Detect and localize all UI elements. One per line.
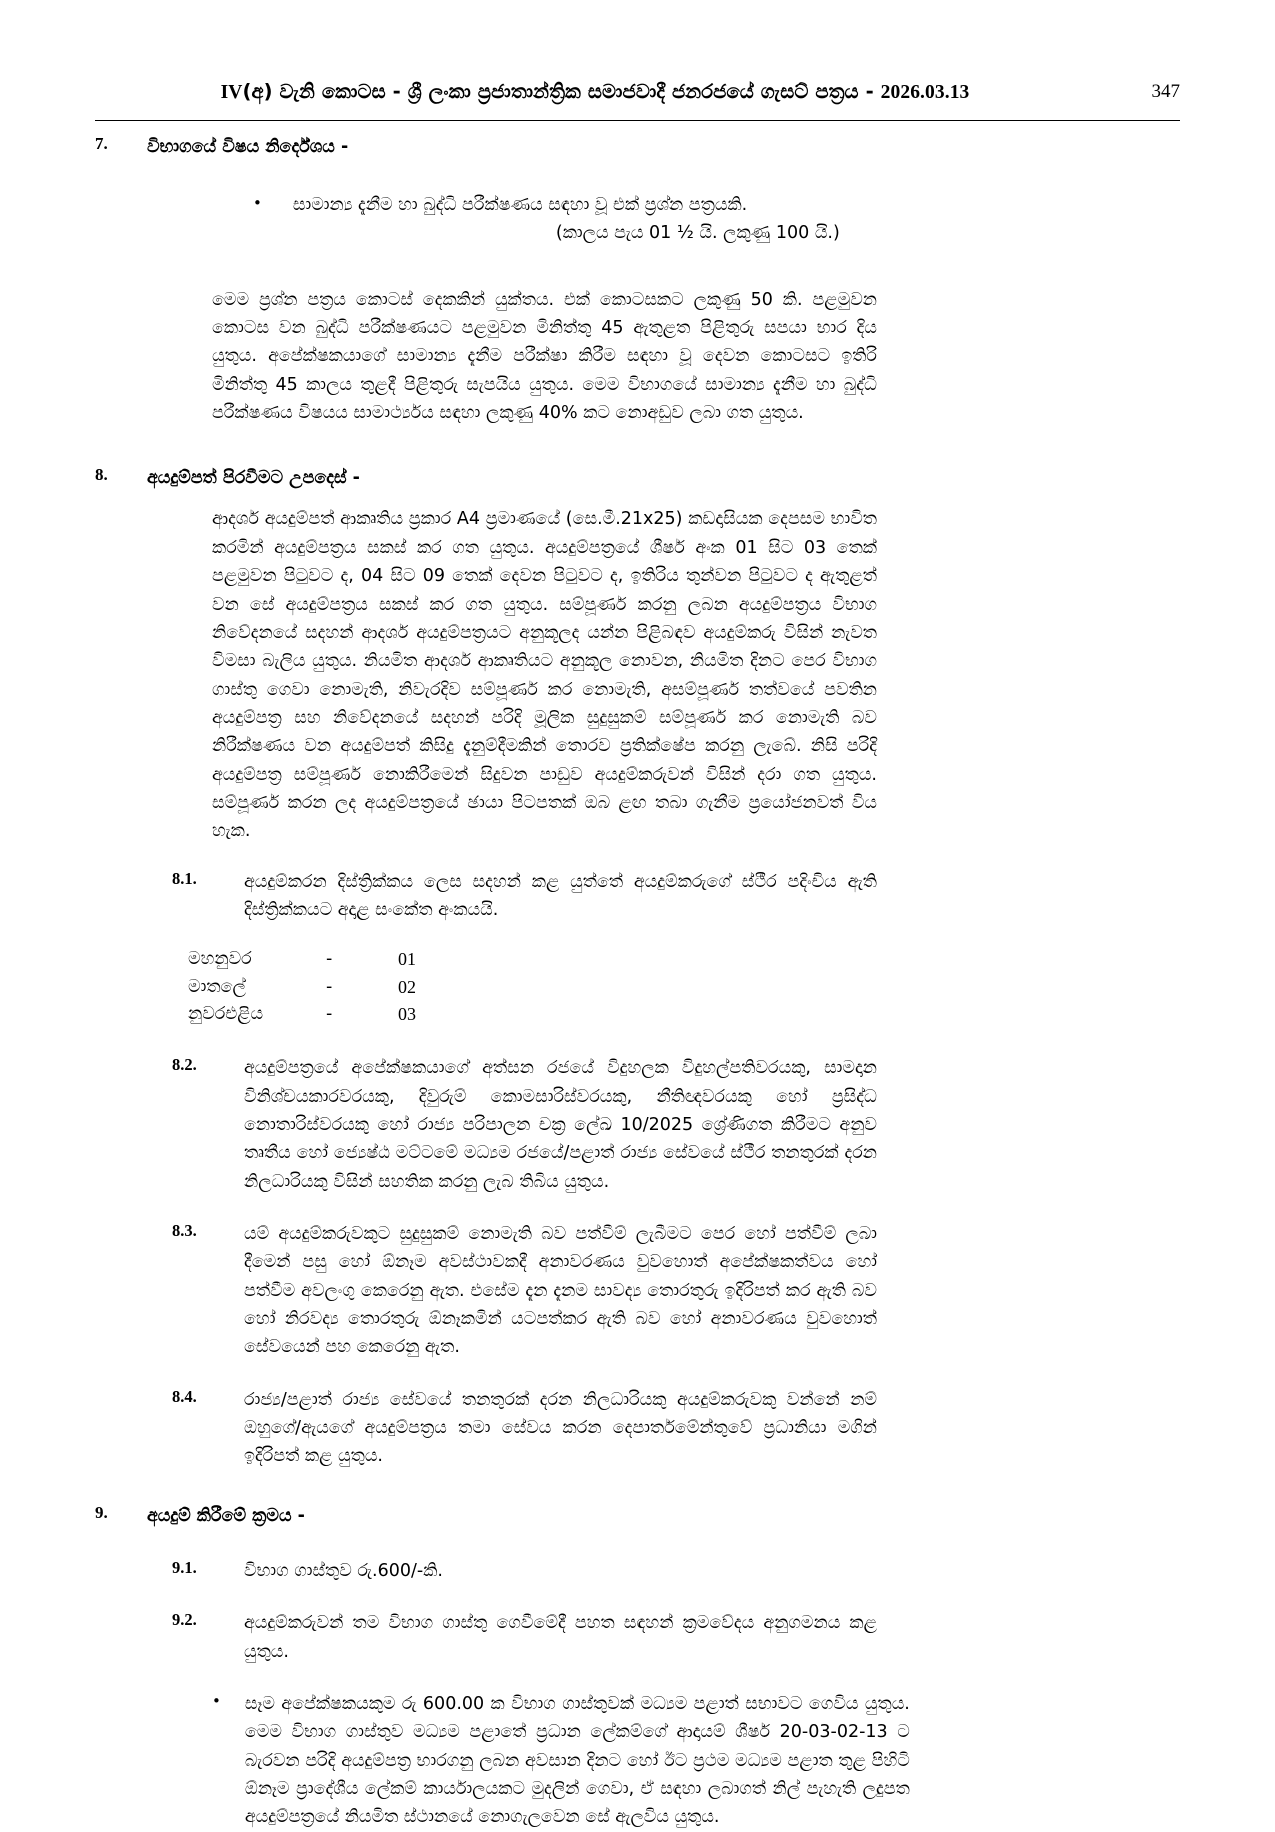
district-code: 03 (398, 1004, 416, 1024)
section-9-number: 9. (95, 1502, 108, 1522)
table-row (188, 974, 416, 1001)
district-name: මාතලේ (188, 976, 246, 997)
section-7-bullet-line1: සාමාන්‍ය දැනීම හා බුද්ධි පරීක්ෂණය සඳහා වූ එක් ප්‍රශ්න පත්‍රයකි. (292, 195, 748, 216)
district-dash: - (326, 949, 333, 970)
section-8-title: අයදුම්පත් පිරවීමට උපදෙස් - (147, 468, 360, 489)
section-7 (0, 134, 1275, 160)
section-8 (0, 465, 1275, 491)
subsection-9-1 (172, 1557, 877, 1585)
subsection-8-4-text: රාජ්‍ය/පළාත් රාජ්‍ය සේවයේ තනතුරක් දරන නිලධාරියකු අයදුම්කරුවකු වන්නේ නම් ඔහුගේ/ඇයගේ අයදුම්පත්‍රය තමා සේවය කරන දෙපාර්තමේන්තුවේ ප්‍රධානියා මගින් ඉදිරිපත් කළ යුතුය. (244, 1389, 877, 1467)
section-7-title: විභාගයේ විෂය නිර්දේශය - (147, 137, 349, 157)
subsection-8-4 (172, 1386, 877, 1471)
section-7-bullet-line2: (කාලය පැය 01 ½ යි. ලකුණු 100 යි.) (555, 223, 840, 244)
district-name: මහනුවර (188, 949, 252, 970)
section-9-bullet-text: සෑම අපේක්ෂකයකුම රු 600.00 ක විභාග ගාස්තුවක් මධ්‍යම පළාත් සභාවට ගෙවිය යුතුය. මෙම විභාග ගාස්තුව මධ්‍යම පළාතේ ප්‍රධාන ලේකම්ගේ ආදායම් ශීර්ෂ 20-03-02-13 ට බැරවන පරිදි අයදුම්පත්‍ර භාරගනු ලබන අවසාන දිනට හෝ ඊට ප්‍රථම මධ්‍යම පළාත තුළ පිහිටි ඕනෑම ප්‍රාදේශීය ලේකම් කාර්යාලයකට මුදලින් ගෙවා, ඒ සඳහා ලබාගත් නිල් පැහැති ලදුපත අයදුම්පත්‍රයේ නියමිත ස්ථානයේ නොගැලවෙන සේ ඇලවිය යුතුය. (244, 1694, 910, 1828)
header-title-sinhala: වැනි කොටස - ශ්‍රී ලංකා ප්‍රජාතාන්ත්‍රික සමාජවාදී ජනරජයේ ගැසට් පත්‍රය - (279, 80, 874, 103)
subsection-8-4-number: 8.4. (172, 1386, 197, 1406)
section-7-paragraph: මෙම ප්‍රශ්න පත්‍රය කොටස් දෙකකින් යුක්තය. එක් කොටසකට ලකුණු 50 කි. පළමුවන කොටස වන බුද්ධි පරීක්ෂණයට පළමුවන මිනිත්තු 45 ඇතුළත පිළිතුරු සපයා භාර දිය යුතුය. අපේක්ෂකයාගේ සාමාන්‍ය දැනීම පරීක්ෂා කිරීම සඳහා වූ දෙවන කොටසට ඉතිරි මිනිත්තු 45 කාලය තුළදී පිළිතුරු සැපයිය යුතුය. මෙම විභාගයේ සාමාන්‍ය දැනීම හා බුද්ධි පරීක්ෂණය විෂයය සාමාර්ථ්‍යය සඳහා ලකුණු 40% කට නොඅඩුව ලබා ගත යුතුය. (212, 289, 877, 423)
district-name: නුවරඑළිය (188, 1004, 264, 1024)
section-8-number: 8. (95, 465, 108, 485)
subsection-8-2 (172, 1054, 877, 1196)
subsection-8-1-number: 8.1. (172, 868, 197, 888)
table-row (188, 946, 416, 973)
district-dash: - (326, 1004, 333, 1024)
subsection-8-1-text: අයදුම්කරන දිස්ත්‍රික්කය ලෙස සදහන් කළ යුත්තේ අයදුම්කරුගේ ස්ථීර පදිංචිය ඇති දිස්ත්‍රික්කයට අදාළ සංකේත අංකයයි. (244, 871, 877, 920)
subsection-9-2-text: අයදුම්කරුවන් තම විභාග ගාස්තු ගෙවීමේදී පහත සඳහන් ක්‍රමවේදය අනුගමනය කළ යුතුය. (244, 1613, 877, 1662)
table-row (188, 1001, 416, 1028)
header-title (95, 80, 1095, 104)
bullet-icon: • (212, 1692, 221, 1711)
subsection-9-1-text: විභාග ගාස්තුව රු.600/-කි. (244, 1561, 443, 1582)
bullet-icon: • (253, 194, 262, 213)
subsection-8-3-number: 8.3. (172, 1221, 197, 1241)
subsection-8-2-number: 8.2. (172, 1055, 197, 1075)
district-dash: - (326, 976, 333, 997)
subsection-8-2-text: අයදුම්පත්‍රයේ අපේක්ෂකයාගේ අත්සන රජයේ විදුහලක විදුහල්පතිවරයකු, සාමදාන විනිශ්චයකාරවරයකු, දිවුරුම් කොමසාරිස්වරයකු, නීතිඥවරයකු හෝ ප්‍රසිද්ධ නොතාරිස්වරයකු හෝ රාජ්‍ය පරිපාලන චක්‍ර ලේඛ 10/2025 ශ්‍රේණිගත කිරීමට අනුව තෘතීය හෝ ජ්‍යෙෂ්ඨ මට්ටමේ මධ්‍යම රජයේ/පළාත් රාජ්‍ය සේවයේ ස්ථීර තනතුරක් දරන නිලධාරියකු විසින් සහතික කරනු ලැබ තිබිය යුතුය. (244, 1058, 877, 1192)
header-date: 2026.03.13 (880, 82, 970, 103)
subsection-9-2-number: 9.2. (172, 1610, 197, 1630)
section-7-bullet (0, 192, 1275, 247)
page-number: 347 (1151, 81, 1180, 102)
subsection-8-3-text: යම් අයදුම්කරුවකුට සුදුසුකම් නොමැති බව පත්වීම් ලැබීමට පෙර හෝ පත්වීම් ලබා දීමෙන් පසු හෝ ඕනෑම අවස්ථාවකදී අනාවරණය වුවහොත් අපේක්ෂකත්වය හෝ පත්වීම අවලංගු කෙරෙනු ඇත. එසේම දැන දැනම සාවද්‍ය තොරතුරු ඉදිරිපත් කර ඇති බව හෝ නිරවද්‍ය තොරතුරු ඕනෑකමින් යටපත්කර ඇති බව හෝ අනාවරණය වුවහොත් සේවයෙන් පහ කෙරෙනු ඇත. (244, 1224, 877, 1358)
district-code: 01 (398, 949, 416, 970)
subsection-8-1 (172, 868, 877, 925)
section-7-number: 7. (95, 134, 108, 153)
section-9 (0, 1503, 1275, 1529)
section-8-paragraph: ආදර්ශ අයදුම්පත් ආකෘතිය ප්‍රකාර A4 ප්‍රමාණයේ (සෙ.මී.21x25) කඩදාසියක දෙපසම භාවිත කරමින් අයදුම්පත්‍රය සකස් කර ගත යුතුය. අයදුම්පත්‍රයේ ශීර්ෂ අංක 01 සිට 03 තෙක් පළමුවන පිටුවට ද, 04 සිට 09 තෙක් දෙවන පිටුවට ද, ඉතිරිය තුන්වන පිටුවට ද ඇතුළත් වන සේ අයදුම්පත්‍රය සකස් කර ගත යුතුය. සම්පූර්ණ කරනු ලබන අයදුම්පත්‍රය විභාග නිවේදනයේ සදහන් ආදර්ශ අයදුම්පත්‍රයට අනුකූලද යන්න පිළිබඳව අයදුම්කරු විසින් නැවත විමසා බැලිය යුතුය. නියමිත ආදර්ශ ආකෘතියට අනුකූල නොවන, නියමිත දිනට පෙර විභාග ගාස්තු ගෙවා නොමැති, නිවැරදිව සම්පූර්ණ කර නොමැති, අසම්පූර්ණ තත්වයේ පවතින අයදුම්පත්‍ර සහ නිවේදනයේ සදහන් පරිදි මූලික සුදුසුකම් සම්පූර්ණ කර නොමැති බව නිරීක්ෂණය වන අයදුම්පත් කිසිදු දැනුම්දීමකින් තොරව ප්‍රතික්ෂේප කරනු ලැබේ. නිසි පරිදි අයදුම්පත්‍ර සම්පූර්ණ නොකිරීමෙන් සිදුවන පාඩුව අයදුම්කරුවන් විසින් දරා ගත යුතුය. සම්පූර්ණ කරන ලද අයදුම්පත්‍රයේ ඡායා පිටපතක් ඔබ ළඟ තබා ගැනීම ප්‍රයෝජනවත් විය හැක. (212, 509, 877, 842)
header-rule (95, 120, 1180, 121)
subsection-8-3 (172, 1220, 877, 1362)
subsection-9-1-number: 9.1. (172, 1558, 197, 1578)
district-code: 02 (398, 976, 416, 997)
subsection-9-2 (172, 1609, 877, 1666)
header-part-roman: IV (220, 82, 243, 103)
page-content (0, 132, 1275, 1832)
district-code-table (188, 946, 416, 1028)
header-part-suffix: (අ) (242, 80, 273, 103)
section-9-bullet (0, 1690, 1275, 1832)
page-header (95, 80, 1180, 126)
section-9-title: අයදුම් කිරීමේ ක්‍රමය - (147, 1505, 305, 1526)
